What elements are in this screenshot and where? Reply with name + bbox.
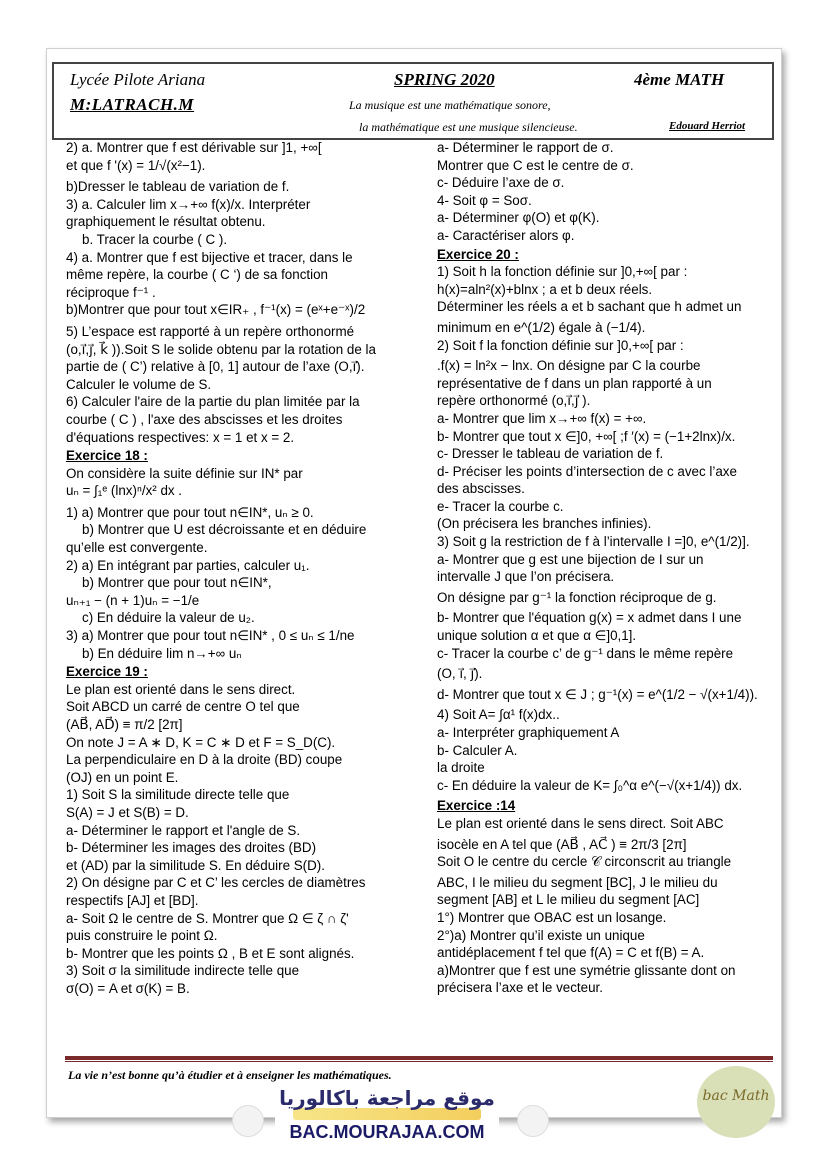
left-logo-icon <box>232 1105 264 1137</box>
text-line: b) Montrer que pour tout n∈IN*, <box>82 575 272 591</box>
text-line: La perpendiculaire en D à la droite (BD) coupe <box>66 752 343 768</box>
text-line: d- Préciser les points d’intersection de c avec l’axe <box>437 463 737 479</box>
text-line: e- Tracer la courbe c. <box>437 498 564 514</box>
text-line: c) En déduire la valeur de u₂. <box>82 610 255 626</box>
text-line: qu’elle est convergente. <box>66 540 208 556</box>
text-line: 2) On désigne par C et C’ les cercles de diamètres <box>66 875 366 891</box>
text-line: segment [AB] et L le milieu du segment [AC] <box>437 892 700 908</box>
text-line: antidéplacement f tel que f(A) = C et f(B) = A. <box>437 945 705 961</box>
text-line: puis construire le point Ω. <box>66 928 218 944</box>
text-line: b. Tracer la courbe ( C ). <box>82 231 228 247</box>
text-line: d'équations respectives: x = 1 et x = 2. <box>66 429 295 445</box>
text-line: 1) a) Montrer que pour tout n∈IN*, uₙ ≥ 0. <box>66 504 314 520</box>
text-line: b)Dresser le tableau de variation de f. <box>66 179 290 195</box>
session-label: SPRING 2020 <box>394 70 495 89</box>
text-line: représentative de f dans un plan rapporté à un <box>437 375 712 391</box>
text-line: b- Montrer que les points Ω , B et E sont alignés. <box>66 945 355 961</box>
text-line: b- Montrer que l'équation g(x) = x admet dans I une <box>437 610 742 626</box>
text-line: (AB⃗, AD⃗) ≡ π/2 [2π] <box>66 717 183 732</box>
text-line: b)Montrer que pour tout x∈IR₊ , f⁻¹(x) = (eˣ+e⁻ˣ)/2 <box>66 302 366 318</box>
quote-author: Edouard Herriot <box>669 120 746 132</box>
text-line: uₙ₊₁ − (n + 1)uₙ = −1/e <box>66 592 200 608</box>
text-line: On considère la suite définie sur IN* par <box>66 465 303 481</box>
text-line: des abscisses. <box>437 481 525 497</box>
text-line: a- Soit Ω le centre de S. Montrer que Ω ∈ ζ ∩ ζ' <box>66 910 349 926</box>
document-header <box>52 62 774 140</box>
text-line: partie de ( C’) relative à [0, 1] autour de l’axe (O,i⃗). <box>66 359 365 375</box>
text-line: respectifs [AJ] et [BD]. <box>66 892 199 908</box>
text-line: σ(O) = A et σ(K) = B. <box>66 980 190 996</box>
text-line: a- Déterminer le rapport de σ. <box>437 140 614 155</box>
site-banner[interactable] <box>275 1086 499 1150</box>
text-line: 3) Soit g la restriction de f à l’intervalle I =]0, e^(1/2)]. <box>437 534 750 550</box>
text-line: isocèle en A tel que (AB⃗ , AC⃗ ) ≡ 2π/3 [2π] <box>437 836 687 852</box>
text-line: la droite <box>437 760 485 776</box>
text-line: a- Déterminer φ(O) et φ(K). <box>437 210 600 226</box>
text-line: (O, i⃗, j⃗). <box>437 666 483 682</box>
text-line: Calculer le volume de S. <box>66 376 212 392</box>
bac-math-logo <box>697 1066 775 1138</box>
text-line: 1) Soit S la similitude directe telle que <box>66 787 290 803</box>
text-line: a)Montrer que f est une symétrie glissante dont on <box>437 962 736 978</box>
text-line: minimum en e^(1/2) égale à (−1/4). <box>437 319 646 335</box>
text-line: a- Caractériser alors φ. <box>437 227 575 243</box>
text-line: .f(x) = ln²x − lnx. On désigne par C la courbe <box>437 358 701 374</box>
text-line: a- Montrer que lim x→+∞ f(x) = +∞. <box>437 410 647 426</box>
text-line: unique solution α et que α ∈]0,1]. <box>437 628 637 644</box>
text-line: On note J = A ∗ D, K = C ∗ D et F = S_D(C). <box>66 734 336 750</box>
bac-math-logo-text: bac Math <box>702 1088 770 1104</box>
quote-line-2: la mathématique est une musique silencieuse. <box>359 120 578 134</box>
footer-motto: La vie n’est bonne qu’à étudier et à enseigner les mathématiques. <box>68 1068 392 1082</box>
text-line: a- Déterminer le rapport et l'angle de S. <box>66 822 301 838</box>
exercise-title: Exercice :14 <box>437 798 516 814</box>
exercise-title: Exercice 18 : <box>66 448 148 464</box>
text-line: 3) Soit σ la similitude indirecte telle que <box>66 963 300 979</box>
text-line: Le plan est orienté dans le sens direct. Soit ABC <box>437 815 724 831</box>
text-line: c- Tracer la courbe c’ de g⁻¹ dans le même repère <box>437 645 734 661</box>
text-line: 2) Soit f la fonction définie sur ]0,+∞[ par : <box>437 337 684 353</box>
text-line: uₙ = ∫₁ᵉ (lnx)ⁿ/x² dx . <box>66 483 183 499</box>
text-line: intervalle J que l’on précisera. <box>437 569 615 585</box>
text-line: 4) a. Montrer que f est bijective et tracer, dans le <box>66 249 353 265</box>
text-line: On désigne par g⁻¹ la fonction réciproque de g. <box>437 589 717 605</box>
text-line: S(A) = J et S(B) = D. <box>66 804 189 820</box>
text-line: c- En déduire la valeur de K= ∫₀^α e^(−√(x+1/4)) dx. <box>437 777 743 793</box>
text-line: Soit O le centre du cercle 𝒞 circonscrit au triangle <box>437 854 732 870</box>
text-line: b- Déterminer les images des droites (BD) <box>66 840 317 856</box>
text-line: c- Dresser le tableau de variation de f. <box>437 446 664 462</box>
text-line: 1°) Montrer que OBAC est un losange. <box>437 909 667 925</box>
text-line: Le plan est orienté dans le sens direct. <box>66 681 296 697</box>
exercise-title: Exercice 19 : <box>66 664 148 680</box>
text-line: b) Montrer que U est décroissante et en déduire <box>82 522 367 538</box>
text-line: 2°)a) Montrer qu’il existe un unique <box>437 927 645 943</box>
text-line: précisera l’axe et le vecteur. <box>437 980 603 996</box>
text-line: h(x)=aln²(x)+blnx ; a et b deux réels. <box>437 281 653 297</box>
quote-line-1: La musique est une mathématique sonore, <box>349 98 551 112</box>
text-line: a- Interpréter graphiquement A <box>437 725 620 740</box>
banner-site-link[interactable]: BAC.MOURAJAA.COM <box>289 1122 485 1142</box>
text-line: Déterminer les réels a et b sachant que h admet un <box>437 299 742 315</box>
school-name: Lycée Pilote Ariana <box>70 70 206 89</box>
text-line: 2) a) En intégrant par parties, calculer u₁. <box>66 557 310 573</box>
text-line: d- Montrer que tout x ∈ J ; g⁻¹(x) = e^(1/2 − √(x+1/4)). <box>437 686 758 702</box>
text-line: 4- Soit φ = Soσ. <box>437 192 532 208</box>
text-line: 5) L’espace est rapporté à un repère orthonormé <box>66 323 355 339</box>
text-line: Soit ABCD un carré de centre O tel que <box>66 699 300 715</box>
left-column <box>66 139 422 998</box>
text-line: et (AD) par la similitude S. En déduire S(D). <box>66 857 325 873</box>
text-line: et que f '(x) = 1/√(x²−1). <box>66 157 206 173</box>
text-line: 6) Calculer l'aire de la partie du plan limitée par la <box>66 394 360 410</box>
text-line: Montrer que C est le centre de σ. <box>437 157 634 173</box>
text-line: (o,i⃗,j⃗, k⃗ )).Soit S le solide obtenu par la rotation de la <box>66 341 376 357</box>
text-line: (On précisera les branches infinies). <box>437 516 652 532</box>
class-label: 4ème MATH <box>634 70 725 89</box>
text-line: 4) Soit A= ∫α¹ f(x)dx.. <box>437 707 560 723</box>
text-line: (OJ) en un point E. <box>66 769 179 785</box>
text-line: 1) Soit h la fonction définie sur ]0,+∞[ par : <box>437 264 688 280</box>
footer-rule <box>65 1056 773 1060</box>
text-line: b- Montrer que tout x ∈]0, +∞[ ;f ′(x) = (−1+2lnx)/x. <box>437 428 736 444</box>
footer-rule-thin <box>65 1061 773 1062</box>
text-line: graphiquement le résultat obtenu. <box>66 214 266 230</box>
text-line: 2) a. Montrer que f est dérivable sur ]1, +∞[ <box>66 140 322 155</box>
exercise-title: Exercice 20 : <box>437 246 519 262</box>
text-line: ABC, I le milieu du segment [BC], J le milieu du <box>437 874 718 890</box>
text-line: a- Montrer que g est une bijection de I sur un <box>437 551 704 567</box>
banner-arabic-text: موقع مراجعة باكالوريا <box>279 1086 495 1110</box>
right-logo-icon <box>517 1105 549 1137</box>
text-line: réciproque f⁻¹ . <box>66 284 156 300</box>
text-line: b) En déduire lim n→+∞ uₙ <box>82 645 242 661</box>
text-line: même repère, la courbe ( C ‘) de sa fonction <box>66 267 328 283</box>
text-line: c- Déduire l’axe de σ. <box>437 175 565 191</box>
right-column <box>437 139 781 997</box>
teacher-name: M:LATRACH.M <box>70 95 195 114</box>
text-line: 3) a) Montrer que pour tout n∈IN* , 0 ≤ uₙ ≤ 1/ne <box>66 628 355 644</box>
text-line: courbe ( C ) , l'axe des abscisses et les droites <box>66 411 343 427</box>
text-line: repère orthonormé (o,i⃗,j⃗ ). <box>437 393 591 409</box>
text-line: 3) a. Calculer lim x→+∞ f(x)/x. Interpréter <box>66 196 311 212</box>
text-line: b- Calculer A. <box>437 742 518 758</box>
